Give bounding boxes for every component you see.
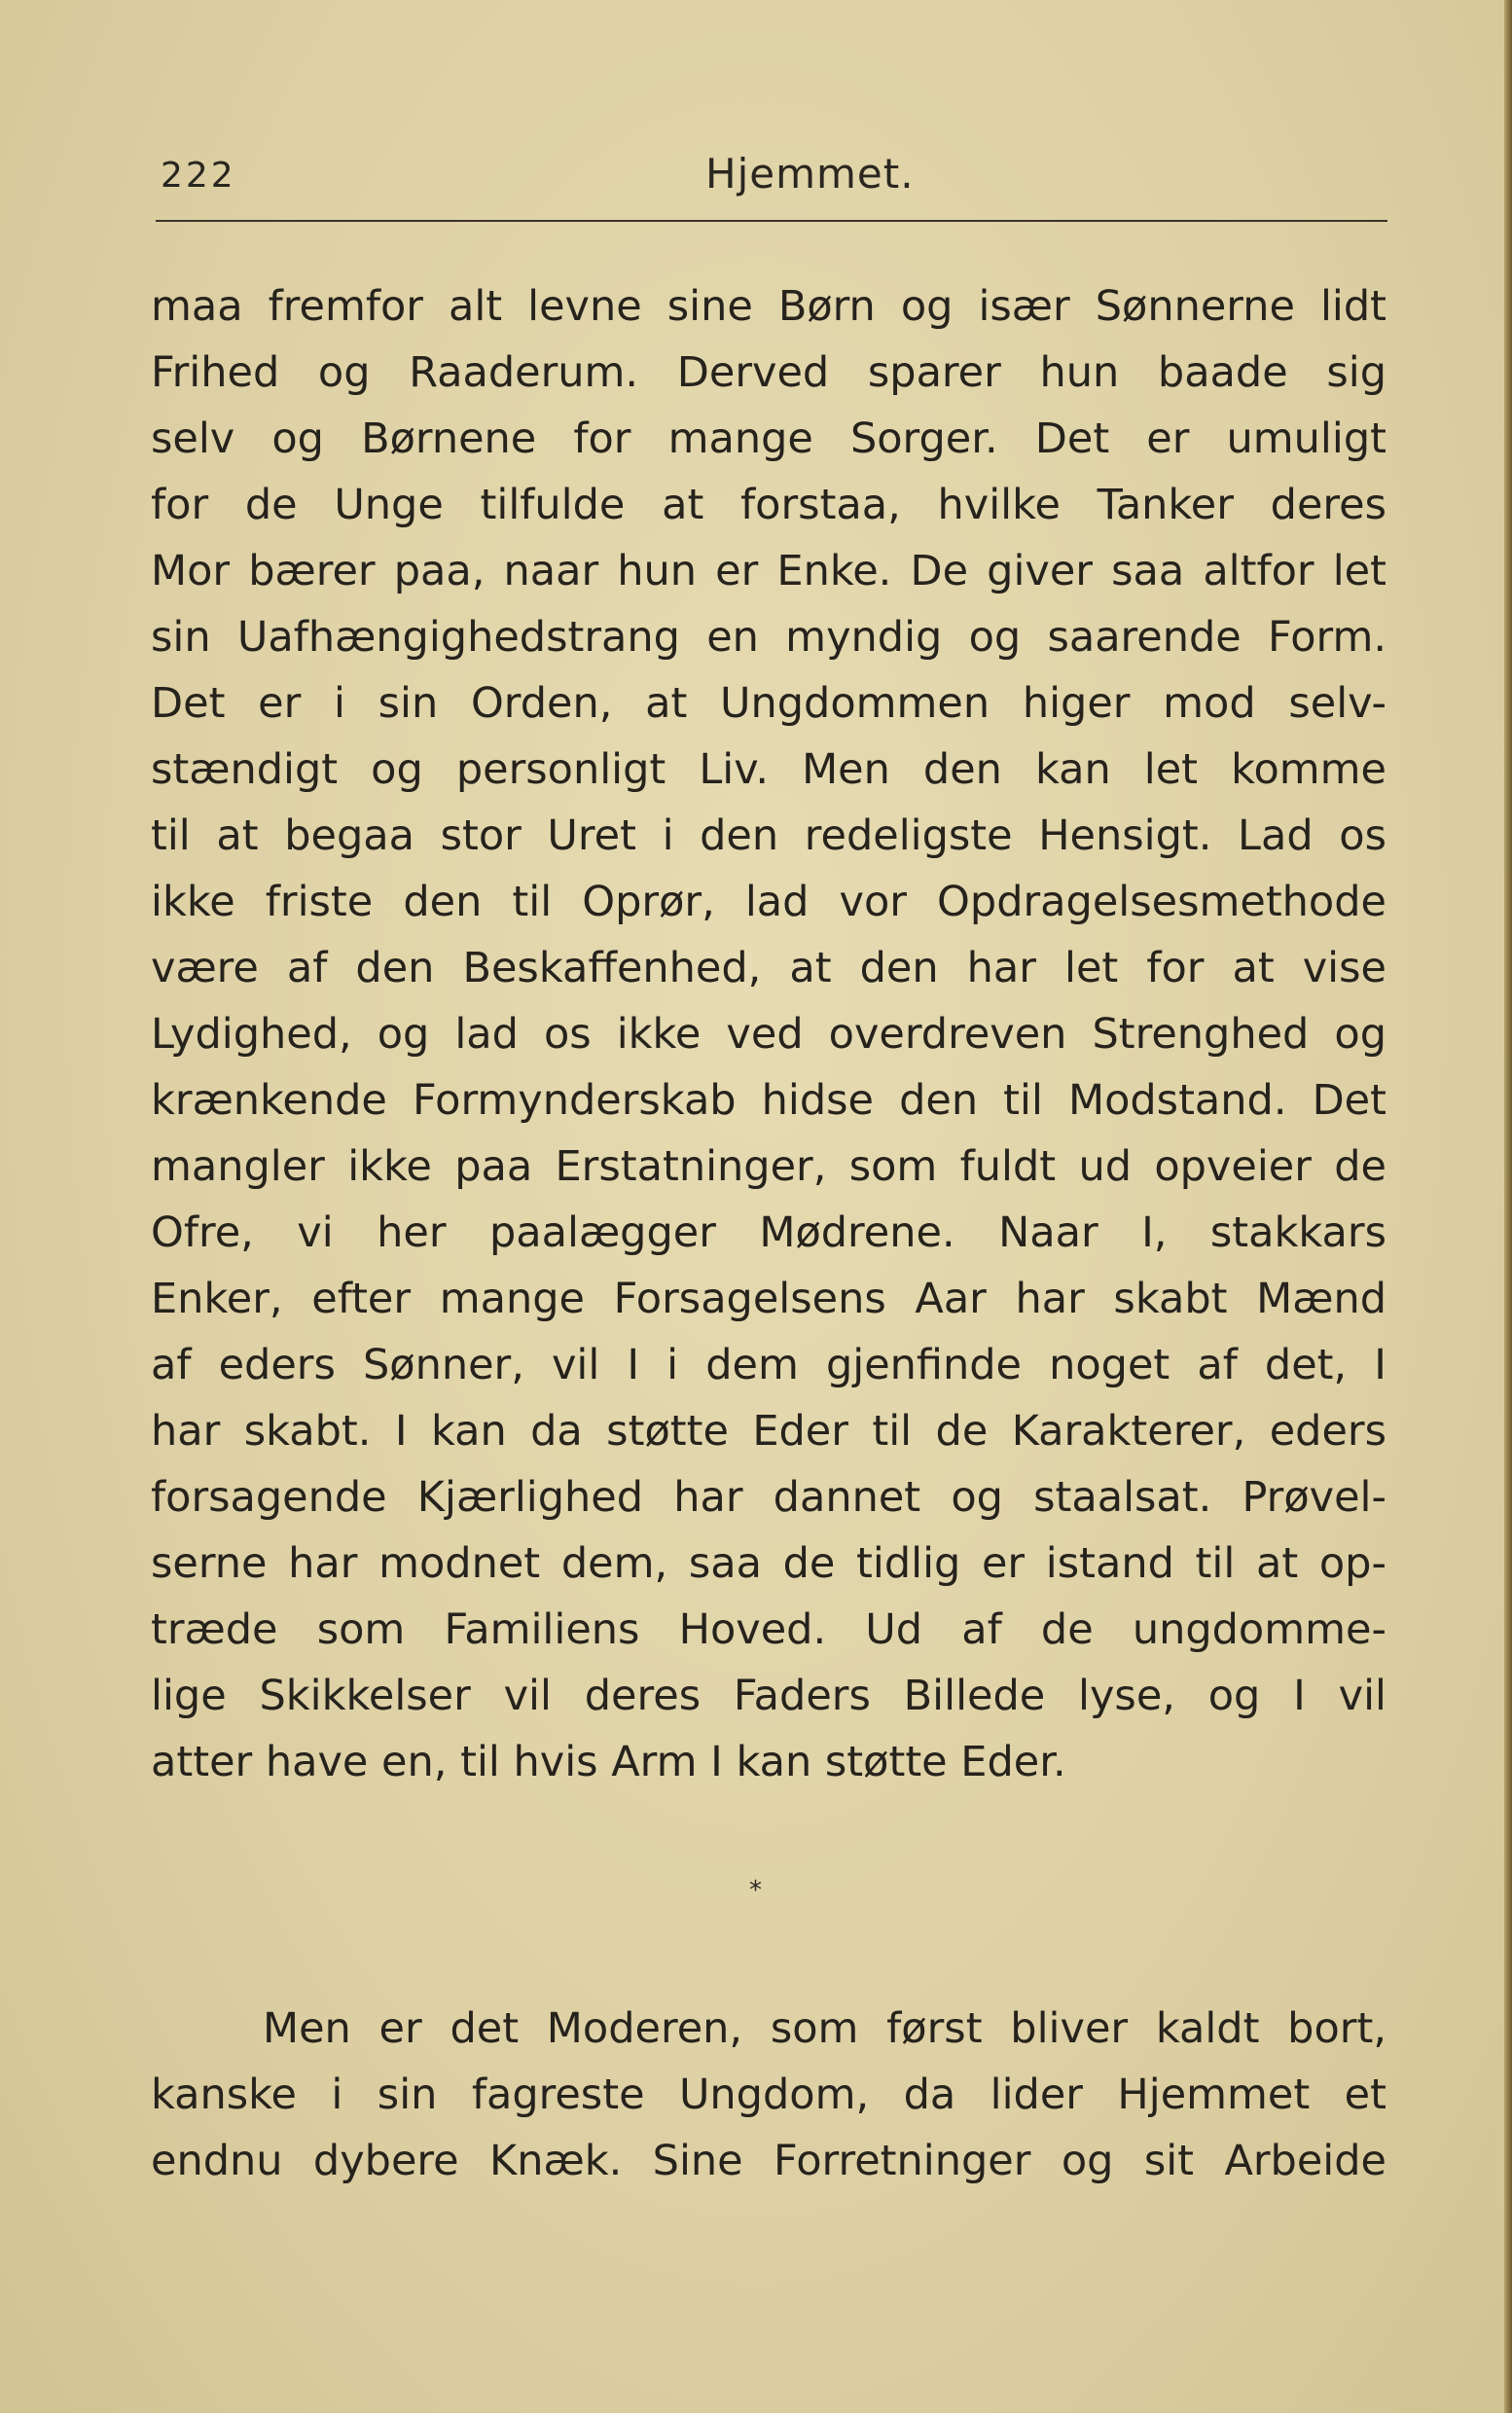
text-line: forsagende Kjærlighed har dannet og staalsat. Prøvel- [151, 1473, 1386, 1522]
text-line: selv og Børnene for mange Sorger. Det er umuligt [151, 414, 1386, 463]
text-line: atter have en, til hvis Arm I kan støtte Eder. [151, 1738, 1066, 1786]
text-line: Mor bærer paa, naar hun er Enke. De giver saa altfor let [151, 547, 1386, 595]
paragraph-1 [151, 273, 1386, 1795]
text-line: træde som Familiens Hoved. Ud af de ungdomme- [151, 1605, 1386, 1654]
text-line: Lydighed, og lad os ikke ved overdreven Strenghed og [151, 1010, 1386, 1059]
page-header [161, 146, 1391, 214]
text-line: krænkende Formynderskab hidse den til Modstand. Det [151, 1076, 1386, 1125]
text-line: mangler ikke paa Erstatninger, som fuldt ud opveier de [151, 1142, 1386, 1191]
page-edge [1504, 0, 1512, 2413]
page-number: 222 [161, 156, 236, 196]
text-line: være af den Beskaffenhed, at den har let for at vise [151, 944, 1386, 992]
paragraph-2 [151, 1996, 1386, 2194]
text-line: stændigt og personligt Liv. Men den kan let komme [151, 745, 1386, 794]
text-line: endnu dybere Knæk. Sine Forretninger og sit Arbeide [151, 2137, 1386, 2185]
text-line: ikke friste den til Oprør, lad vor Opdragelsesmethode [151, 878, 1386, 926]
text-line: maa fremfor alt levne sine Børn og især Sønnerne lidt [151, 282, 1386, 331]
section-break-asterisk: * [749, 1876, 762, 1905]
text-line: har skabt. I kan da støtte Eder til de Karakterer, eders [151, 1407, 1386, 1456]
header-rule [156, 220, 1387, 222]
text-line: Det er i sin Orden, at Ungdommen higer mod selv- [151, 679, 1386, 728]
text-line: lige Skikkelser vil deres Faders Billede lyse, og I vil [151, 1672, 1386, 1720]
text-line: Frihed og Raaderum. Derved sparer hun baade sig [151, 348, 1386, 397]
text-line: af eders Sønner, vil I i dem gjenfinde noget af det, I [151, 1341, 1386, 1389]
text-line: Enker, efter mange Forsagelsens Aar har skabt Mænd [151, 1275, 1386, 1323]
text-line: kanske i sin fagreste Ungdom, da lider Hjemmet et [151, 2071, 1386, 2119]
running-title: Hjemmet. [705, 150, 915, 198]
text-line: sin Uafhængighedstrang en myndig og saarende Form. [151, 613, 1386, 662]
text-line: serne har modnet dem, saa de tidlig er istand til at op- [151, 1539, 1386, 1588]
text-line: for de Unge tilfulde at forstaa, hvilke Tanker deres [151, 481, 1386, 529]
text-line: Men er det Moderen, som først bliver kaldt bort, [263, 2004, 1386, 2053]
text-line: Ofre, vi her paalægger Mødrene. Naar I, stakkars [151, 1208, 1386, 1257]
text-line: til at begaa stor Uret i den redeligste Hensigt. Lad os [151, 811, 1386, 860]
